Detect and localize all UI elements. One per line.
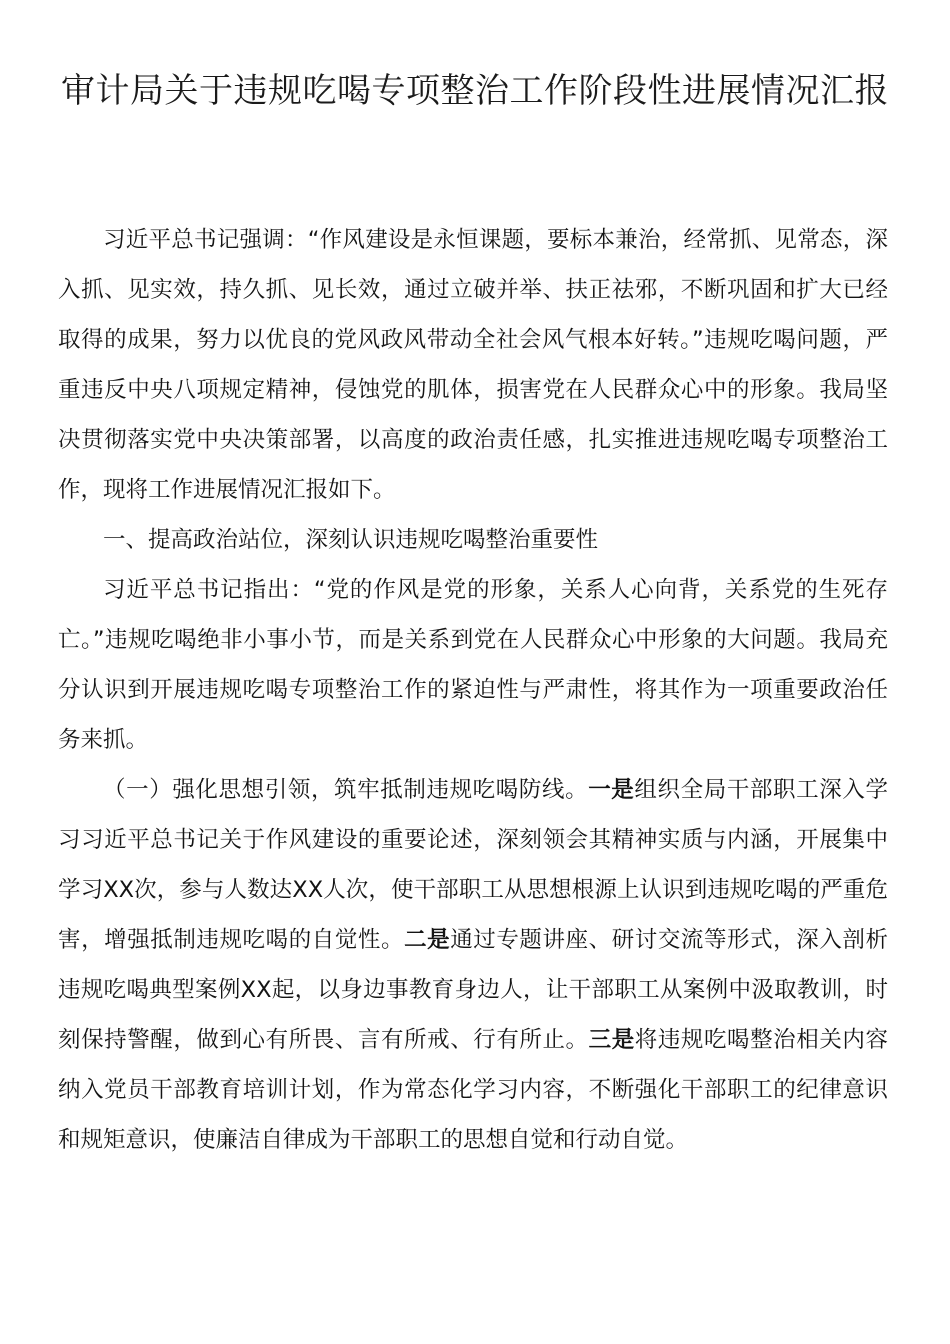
point-third-text: 将违规吃喝整治相关内容纳入党员干部教育培训计划，作为常态化学习内容，不断强化干部职工的纪律意识和规矩意识，使廉洁自律成为干部职工的思想自觉和行动自觉。 <box>58 1027 888 1153</box>
intro-paragraph: 习近平总书记强调：“作风建设是永恒课题，要标本兼治，经常抓、见常态，深入抓、见实效，持久抓、见长效，通过立破并举、扶正祛邪，不断巩固和扩大已经取得的成果，努力以优良的党风政风带动全社会风气根本好转。”违规吃喝问题，严重违反中央八项规定精神，侵蚀党的肌体，损害党在人民群众心中的形象。我局坚决贯彻落实党中央决策部署，以高度的政治责任感，扎实推进违规吃喝专项整治工作，现将工作进展情况汇报如下。 <box>58 227 888 503</box>
point-second-text: 通过专题讲座、研讨交流等形式，深入剖析违规吃喝典型案例XX起，以身边事教育身边人，让干部职工从案例中汲取教训，时刻保持警醒，做到心有所畏、言有所戒、行有所止。 <box>58 927 888 1053</box>
marker-first: 一是 <box>588 777 635 803</box>
marker-third: 三是 <box>588 1027 635 1053</box>
document-title: 审计局关于违规吃喝专项整治工作阶段性进展情况汇报 <box>61 71 889 111</box>
subsection-paragraph <box>58 765 888 1165</box>
section-paragraph: 习近平总书记指出：“党的作风是党的形象，关系人心向背，关系党的生死存亡。”违规吃喝绝非小事小节，而是关系到党在人民群众心中形象的大问题。我局充分认识到开展违规吃喝专项整治工作的紧迫性与严肃性，将其作为一项重要政治任务来抓。 <box>58 577 888 753</box>
subsection-heading: （一）强化思想引领，筑牢抵制违规吃喝防线。 <box>103 777 589 803</box>
document-body <box>58 215 888 1165</box>
section-heading: 一、提高政治站位，深刻认识违规吃喝整治重要性 <box>103 527 599 553</box>
marker-second: 二是 <box>404 927 451 953</box>
point-first-text: 组织全局干部职工深入学习习近平总书记关于作风建设的重要论述，深刻领会其精神实质与内涵，开展集中学习XX次，参与人数达XX人次，使干部职工从思想根源上认识到违规吃喝的严重危害，增强抵制违规吃喝的自觉性。 <box>58 777 888 953</box>
